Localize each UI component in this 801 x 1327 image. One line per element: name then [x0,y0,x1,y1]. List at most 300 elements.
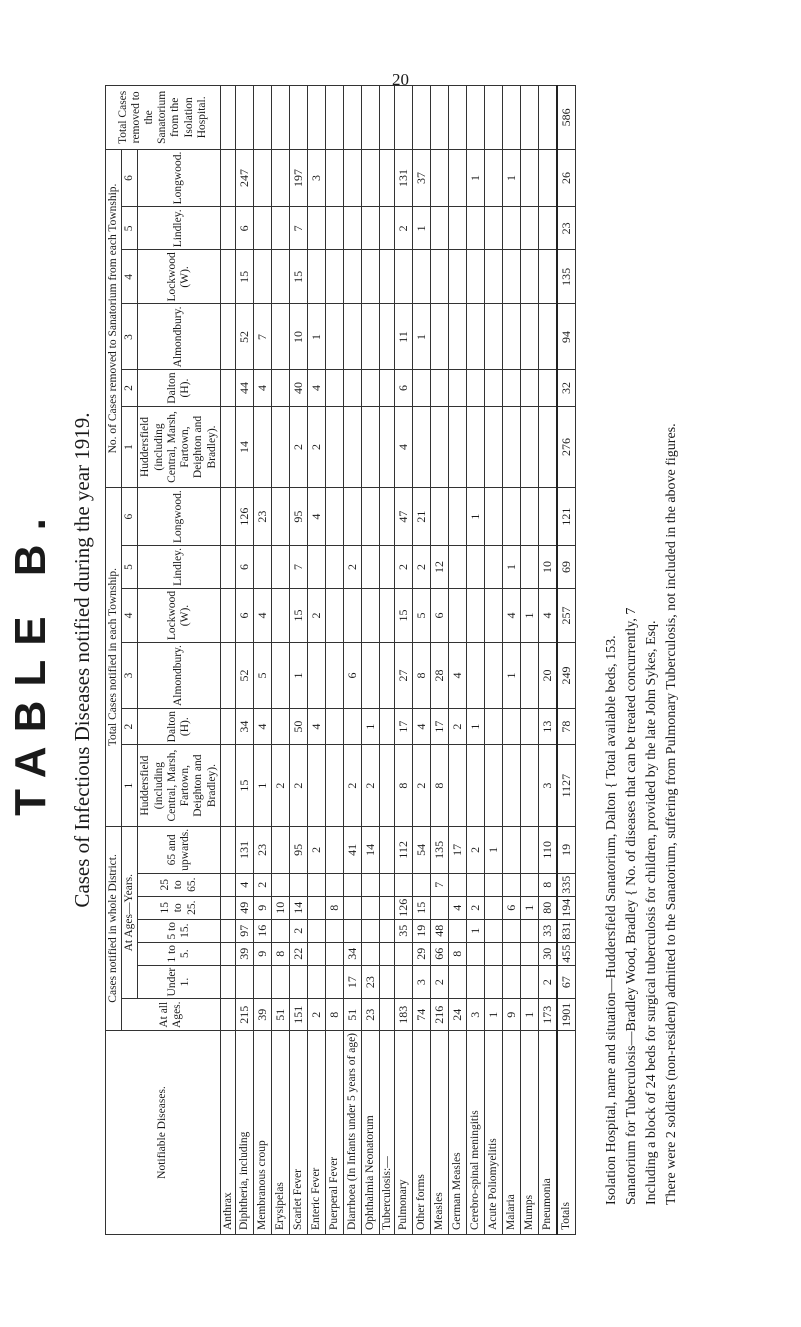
table-cell [220,709,235,745]
table-cell: 2 [289,745,307,827]
table-cell [343,406,361,488]
table-cell: 21 [412,488,430,546]
table-cell [253,546,271,589]
table-cell [502,745,520,827]
disease-name: Malaria [502,1030,520,1234]
table-cell: 8 [448,942,466,965]
table-cell: 4 [502,588,520,642]
table-cell [325,919,343,942]
table-cell: 194 [557,896,576,919]
disease-name: Puerperal Fever [325,1030,343,1234]
footnote: Including a block of 24 beds for surgical tuberculosis for children, provided by the late John Sykes, Esq. [644,620,659,1205]
table-cell: 37 [412,149,430,207]
table-cell [361,304,379,370]
table-cell: 12 [430,546,448,589]
table-cell: 1 [466,709,484,745]
table-cell [466,643,484,709]
table-cell: 49 [235,896,253,919]
table-cell: 2 [253,873,271,896]
table-cell [466,406,484,488]
table-cell [361,149,379,207]
table-cell: 2 [412,546,430,589]
table-cell: 23 [361,999,379,1031]
table-body [220,86,575,1235]
table-cell: 126 [235,488,253,546]
footnote: Isolation Hospital, name and situation—Huddersfield Sanatorium, Dalton { Total available beds, 153. [604,635,619,1205]
table-cell [448,406,466,488]
table-cell: 30 [538,942,557,965]
table-row [379,86,394,1235]
table-cell [379,745,394,827]
disease-name: German Measles [448,1030,466,1234]
table-cell: 47 [394,488,412,546]
table-cell: 15 [289,588,307,642]
table-cell [520,207,538,250]
table-cell: 6 [235,588,253,642]
table-row [430,86,448,1235]
table-cell [379,488,394,546]
table-cell [325,643,343,709]
table-cell [484,406,502,488]
disease-name: Measles [430,1030,448,1234]
table-cell: 94 [557,304,576,370]
age-col-header: 25 to 65. [138,873,220,896]
table-cell: 2 [448,709,466,745]
table-cell [502,86,520,150]
table-cell: 33 [538,919,557,942]
table-cell [502,942,520,965]
table-cell [271,86,289,150]
table-cell: 2 [289,919,307,942]
table-cell [379,999,394,1031]
footnotes [602,85,682,1205]
table-cell: 10 [271,896,289,919]
table-cell [271,149,289,207]
table-cell [220,406,235,488]
table-cell [271,919,289,942]
table-cell: 52 [235,304,253,370]
table-cell [448,304,466,370]
table-cell [220,942,235,965]
table-cell [394,86,412,150]
table-cell: 151 [289,999,307,1031]
table-cell [466,942,484,965]
table-cell [502,304,520,370]
table-cell [538,86,557,150]
table-cell [307,745,325,827]
table-cell: 173 [538,999,557,1031]
table-cell [430,250,448,304]
table-cell: 135 [430,826,448,873]
table-cell [484,149,502,207]
table-cell: 7 [289,546,307,589]
table-cell [220,149,235,207]
table-cell [502,406,520,488]
age-col-header: 1 to 5. [138,942,220,965]
table-cell: 11 [394,304,412,370]
table-cell [379,86,394,150]
table-cell [271,588,289,642]
table-cell: 1 [520,999,538,1031]
table-cell [484,588,502,642]
table-cell: 54 [412,826,430,873]
table-cell: 1 [289,643,307,709]
table-cell: 4 [253,370,271,406]
table-cell: 22 [289,942,307,965]
table-cell [484,86,502,150]
table-cell: 10 [538,546,557,589]
table-cell [394,965,412,999]
table-cell [325,370,343,406]
table-cell [538,488,557,546]
table-cell [520,745,538,827]
rotated-content [0,5,700,1235]
age-col-header: At all Ages. [122,999,221,1031]
township-name: Dalton (H). [138,370,220,406]
disease-name: Membranous croup [253,1030,271,1234]
table-cell [307,965,325,999]
table-cell [253,86,271,150]
table-cell [220,304,235,370]
table-cell [466,965,484,999]
disease-name: Mumps [520,1030,538,1234]
table-cell: 131 [394,149,412,207]
table-cell: 110 [538,826,557,873]
table-cell [484,919,502,942]
table-cell [361,250,379,304]
table-cell [343,86,361,150]
table-cell: 1 [466,919,484,942]
table-cell [271,826,289,873]
table-cell [502,709,520,745]
table-cell: 183 [394,999,412,1031]
table-cell [343,207,361,250]
table-cell [484,370,502,406]
table-cell [520,250,538,304]
table-cell [448,919,466,942]
table-cell [307,207,325,250]
table-cell [448,965,466,999]
table-cell: 455 [557,942,576,965]
disease-name: Erysipelas [271,1030,289,1234]
table-cell: 50 [289,709,307,745]
whole-district-header: Cases notified in whole District. [106,826,122,1030]
table-cell [502,965,520,999]
table-cell [412,406,430,488]
table-cell [325,406,343,488]
table-cell [271,406,289,488]
disease-name: Ophthalmia Neonatorum [361,1030,379,1234]
page-number: 20 [392,70,409,89]
table-cell [448,488,466,546]
table-cell: 247 [235,149,253,207]
table-cell: 4 [412,709,430,745]
table-cell [271,488,289,546]
table-cell: 216 [430,999,448,1031]
table-cell: 14 [289,896,307,919]
table-cell [379,304,394,370]
table-cell [325,149,343,207]
table-cell: 69 [557,546,576,589]
table-row [412,86,430,1235]
township-num: 3 [122,304,138,370]
table-cell [520,406,538,488]
disease-name: Acute Poliomyelitis [484,1030,502,1234]
table-cell: 8 [394,745,412,827]
table-cell [361,919,379,942]
township-num: 3 [122,643,138,709]
table-cell [484,643,502,709]
township-num: 6 [122,488,138,546]
table-cell: 6 [502,896,520,919]
table-cell [220,207,235,250]
table-cell: 586 [557,86,576,150]
table-cell [430,370,448,406]
table-cell [379,250,394,304]
table-cell [430,149,448,207]
table-cell [361,207,379,250]
township-name: Huddersfield (including Central, Marsh, Fartown, Deighton and Bradley). [138,406,220,488]
table-cell [325,965,343,999]
table-cell [538,370,557,406]
table-cell: 2 [466,896,484,919]
table-cell: 8 [412,643,430,709]
table-cell [520,709,538,745]
table-cell [538,207,557,250]
table-cell [379,370,394,406]
table-cell: 15 [235,250,253,304]
table-cell [325,250,343,304]
table-cell: 23 [361,965,379,999]
table-cell: 1 [361,709,379,745]
disease-name: Pneumonia [538,1030,557,1234]
table-cell: 6 [235,207,253,250]
table-cell: 2 [394,546,412,589]
table-cell: 1 [502,149,520,207]
table-cell [520,546,538,589]
table-cell: 8 [538,873,557,896]
table-cell [220,250,235,304]
table-cell [307,873,325,896]
table-row [502,86,520,1235]
table-cell: 9 [253,942,271,965]
table-cell [307,942,325,965]
table-cell: 28 [430,643,448,709]
table-cell [325,873,343,896]
township-name: Huddersfield (including Central, Marsh, Fartown, Deighton and Bradley). [138,745,220,827]
table-cell [520,919,538,942]
table-cell: 121 [557,488,576,546]
table-cell: 17 [448,826,466,873]
table-cell: 197 [289,149,307,207]
table-cell [430,406,448,488]
table-subheading: Cases of Infectious Diseases notified during the year 1919. [70,412,94,908]
table-cell [325,304,343,370]
table-cell: 2 [466,826,484,873]
table-cell [430,207,448,250]
table-cell [466,370,484,406]
table-cell [343,304,361,370]
table-cell [361,896,379,919]
table-cell [484,965,502,999]
table-cell: 112 [394,826,412,873]
age-col-header: Under 1. [138,965,220,999]
table-cell [502,370,520,406]
age-col-header: 65 and upwards. [138,826,220,873]
table-cell: 126 [394,896,412,919]
township-num: 5 [122,207,138,250]
township-name: Lindley. [138,546,220,589]
table-row [307,86,325,1235]
table-heading: TABLE B. [6,504,55,816]
table-cell [289,873,307,896]
table-cell: 2 [271,745,289,827]
table-cell: 20 [538,643,557,709]
table-cell: 1 [502,546,520,589]
table-cell: 257 [557,588,576,642]
table-cell: 4 [394,406,412,488]
table-cell: 66 [430,942,448,965]
table-cell: 23 [557,207,576,250]
table-cell [325,86,343,150]
table-row [538,86,557,1235]
table-cell [430,896,448,919]
table-cell: 23 [253,488,271,546]
table-cell [325,488,343,546]
table-cell [484,304,502,370]
table-cell: 276 [557,406,576,488]
table-cell [235,86,253,150]
table-cell: 2 [430,965,448,999]
table-cell: 1 [466,488,484,546]
table-cell [220,965,235,999]
table-cell: 15 [289,250,307,304]
disease-name: Anthrax [220,1030,235,1234]
table-row [220,86,235,1235]
table-cell [520,965,538,999]
township-name: Lockwood (W). [138,250,220,304]
table-cell: 13 [538,709,557,745]
table-cell [379,709,394,745]
table-cell [271,546,289,589]
table-cell [484,207,502,250]
table-cell [220,896,235,919]
table-cell: 14 [235,406,253,488]
table-cell [289,86,307,150]
disease-name: Diphtheria, including [235,1030,253,1234]
table-cell: 1127 [557,745,576,827]
table-cell [466,546,484,589]
table-cell [394,873,412,896]
table-cell: 97 [235,919,253,942]
table-cell: 26 [557,149,576,207]
township-num: 2 [122,370,138,406]
table-cell [343,709,361,745]
table-cell [379,942,394,965]
table-cell [412,873,430,896]
table-cell [271,965,289,999]
table-cell [379,919,394,942]
table-cell: 8 [271,942,289,965]
table-cell: 6 [394,370,412,406]
table-cell: 8 [430,745,448,827]
table-cell [520,149,538,207]
township-name: Lindley. [138,207,220,250]
table-cell: 2 [394,207,412,250]
table-cell [379,207,394,250]
table-cell [220,588,235,642]
table-cell [361,406,379,488]
sanatorium-header: No. of Cases removed to Sanatorium from each Township. [106,149,122,488]
table-cell: 95 [289,826,307,873]
table-cell [343,588,361,642]
table-cell [520,873,538,896]
table-cell [412,250,430,304]
table-cell [502,250,520,304]
disease-name: Tuberculosis:— [379,1030,394,1234]
table-cell: 3 [538,745,557,827]
table-row [520,86,538,1235]
table-row [253,86,271,1235]
township-name: Longwood. [138,488,220,546]
table-cell [220,826,235,873]
table-cell [271,370,289,406]
disease-name: Totals [557,1030,576,1234]
table-cell [343,149,361,207]
table-cell [325,745,343,827]
table-cell: 1 [412,207,430,250]
table-cell [412,86,430,150]
table-cell [379,406,394,488]
table-cell [253,406,271,488]
table-cell [484,250,502,304]
table-cell: 215 [235,999,253,1031]
table-row [448,86,466,1235]
table-cell [220,643,235,709]
table-cell: 23 [253,826,271,873]
disease-name: Other forms [412,1030,430,1234]
table-cell: 4 [253,588,271,642]
table-cell [271,207,289,250]
table-cell [448,149,466,207]
table-cell: 34 [235,709,253,745]
table-cell: 6 [430,588,448,642]
disease-name: Pulmonary [394,1030,412,1234]
table-cell [430,488,448,546]
at-ages-header: At Ages—Years. [122,826,138,999]
table-cell [394,250,412,304]
table-cell: 4 [307,370,325,406]
table-cell [220,919,235,942]
table-cell [343,370,361,406]
table-cell [271,709,289,745]
table-cell: 14 [361,826,379,873]
table-cell: 17 [430,709,448,745]
table-cell: 8 [325,999,343,1031]
table-cell: 24 [448,999,466,1031]
table-row [235,86,253,1235]
table-cell: 15 [235,745,253,827]
table-cell [379,149,394,207]
table-cell: 7 [253,304,271,370]
table-cell: 3 [412,965,430,999]
table-cell: 1 [412,304,430,370]
table-cell: 131 [235,826,253,873]
table-cell: 80 [538,896,557,919]
table-cell [538,149,557,207]
table-cell [253,965,271,999]
table-cell: 15 [412,896,430,919]
